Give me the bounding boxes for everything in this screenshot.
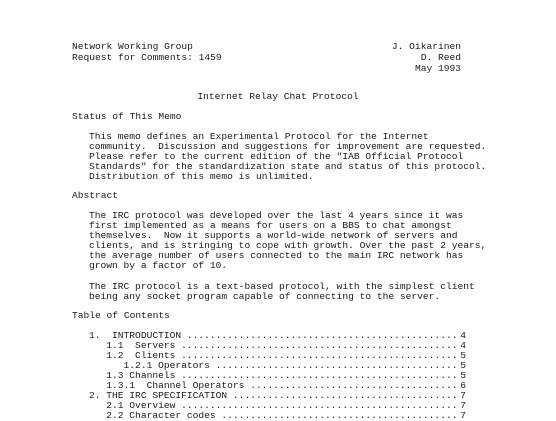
abstract-line: first implemented as a means for users on a BBS to chat amongst xyxy=(89,220,452,231)
header-left-line1: Network Working Group xyxy=(72,41,193,52)
toc-page-number: 7 xyxy=(460,390,466,401)
toc-entry[interactable]: 1.1 Servers ................................................ xyxy=(89,340,458,351)
toc-entry[interactable]: 2.2 Character codes ......................................... xyxy=(89,410,458,421)
toc-page-number: 5 xyxy=(460,370,466,381)
abstract-line: grown by a factor of 10. xyxy=(89,260,228,271)
toc-page-number: 7 xyxy=(460,410,466,421)
status-line: Distribution of this memo is unlimited. xyxy=(89,171,314,182)
header-left-line2: Request for Comments: 1459 xyxy=(72,52,222,63)
toc-heading: Table of Contents xyxy=(72,310,170,321)
toc-entry[interactable]: 1.2.1 Operators .......................................... xyxy=(89,360,458,371)
header-right-line2: D. Reed xyxy=(420,52,461,63)
toc-entry[interactable]: 1.2 Clients ................................................ xyxy=(89,350,458,361)
abstract-line: the average number of users connected to the main IRC network has xyxy=(89,250,464,261)
toc-page-number: 4 xyxy=(460,340,466,351)
toc-page-number: 7 xyxy=(460,400,466,411)
toc-page-number: 5 xyxy=(460,360,466,371)
abstract-line: being any socket program capable of connecting to the server. xyxy=(89,291,441,302)
abstract-heading: Abstract xyxy=(72,190,119,201)
abstract-line: themselves. Now it supports a world-wide network of servers and xyxy=(89,230,458,241)
status-heading: Status of This Memo xyxy=(72,111,182,122)
status-line: Standards" for the standardization state and status of this protocol. xyxy=(89,161,487,172)
toc-entry[interactable]: 2. THE IRC SPECIFICATION ....................................... xyxy=(89,390,458,401)
status-line: community. Discussion and suggestions for improvement are requested. xyxy=(89,141,487,152)
toc-entry[interactable]: 1. INTRODUCTION ............................................... xyxy=(89,330,458,341)
toc-entry[interactable]: 1.3.1 Channel Operators .................................... xyxy=(89,380,458,391)
toc-page-number: 6 xyxy=(460,380,466,391)
abstract-line: The IRC protocol was developed over the last 4 years since it was xyxy=(89,210,464,221)
header-right-line3: May 1993 xyxy=(414,63,461,74)
document-title: Internet Relay Chat Protocol xyxy=(197,91,359,102)
toc-page-number: 5 xyxy=(460,350,466,361)
toc-entry[interactable]: 2.1 Overview ................................................ xyxy=(89,400,458,411)
header-right-line1: J. Oikarinen xyxy=(391,41,461,52)
status-line: This memo defines an Experimental Protocol for the Internet xyxy=(89,131,429,142)
abstract-line: clients, and is stringing to cope with growth. Over the past 2 years, xyxy=(89,240,487,251)
abstract-line: The IRC protocol is a text-based protocol, with the simplest client xyxy=(89,281,475,292)
toc-page-number: 4 xyxy=(460,330,466,341)
toc-entry[interactable]: 1.3 Channels ................................................ xyxy=(89,370,458,381)
status-line: Please refer to the current edition of the "IAB Official Protocol xyxy=(89,151,464,162)
